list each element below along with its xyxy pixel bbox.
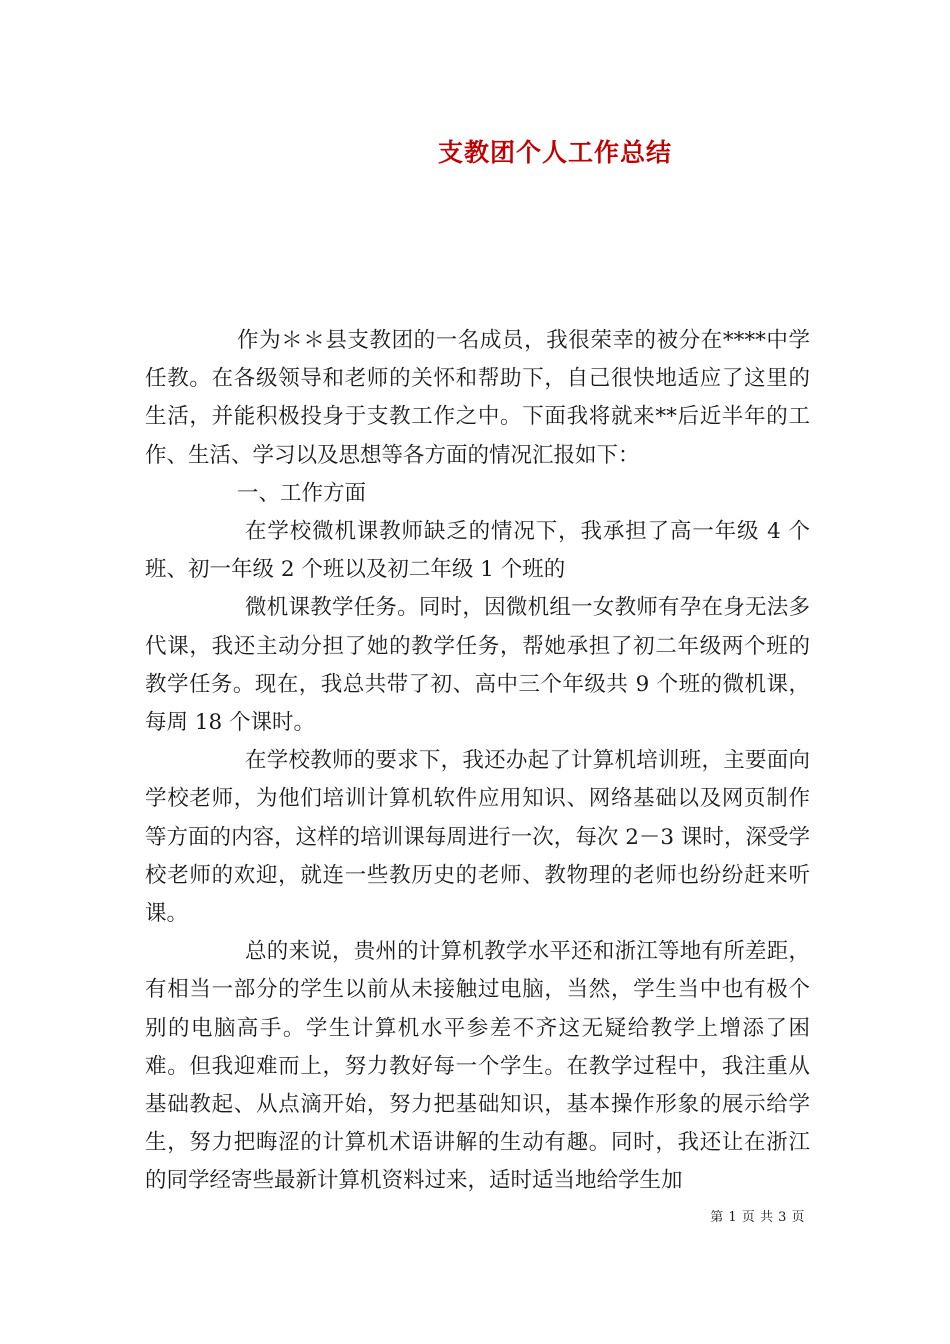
paragraph-training-class: 在学校教师的要求下，我还办起了计算机培训班，主要面向学校老师，为他们培训计算机软件应用知识、网络基础以及网页制作等方面的内容，这样的培训课每周进行一次，每次 2－3 课时，深受学校老师的欢迎，就连一些教历史的老师、教物理的老师也纷纷赶来听课。 [145,748,810,927]
document-body [145,322,810,1201]
document-title: 支教团个人工作总结 [437,138,672,167]
paragraph-teaching-load: 在学校微机课教师缺乏的情况下，我承担了高一年级 4 个班、初一年级 2 个班以及初二年级 1 个班的 [145,519,810,583]
page-number-footer: 第 1 页 共 3 页 [710,1210,805,1225]
paragraph-intro: 作为＊＊县支教团的一名成员，我很荣幸的被分在****中学任教。在各级领导和老师的关怀和帮助下，自己很快地适应了这里的生活，并能积极投身于支教工作之中。下面我将就来**后近半年的工作、生活、学习以及思想等各方面的情况汇报如下： [145,328,810,468]
paragraph-computer-class: 微机课教学任务。同时，因微机组一女教师有孕在身无法多代课，我还主动分担了她的教学任务，帮她承担了初二年级两个班的教学任务。现在，我总共带了初、高中三个年级共 9 个班的微机课，每周 18 个课时。 [145,595,810,736]
paragraph-summary: 总的来说，贵州的计算机教学水平还和浙江等地有所差距，有相当一部分的学生以前从未接触过电脑，当然，学生当中也有极个别的电脑高手。学生计算机水平参差不齐这无疑给教学上增添了困难。但我迎难而上，努力教好每一个学生。在教学过程中，我注重从基础教起、从点滴开始，努力把基础知识，基本操作形象的展示给学生，努力把晦涩的计算机术语讲解的生动有趣。同时，我还让在浙江的同学经寄些最新计算机资料过来，适时适当地给学生加 [145,939,810,1194]
section-heading-work: 一、工作方面 [237,480,367,506]
